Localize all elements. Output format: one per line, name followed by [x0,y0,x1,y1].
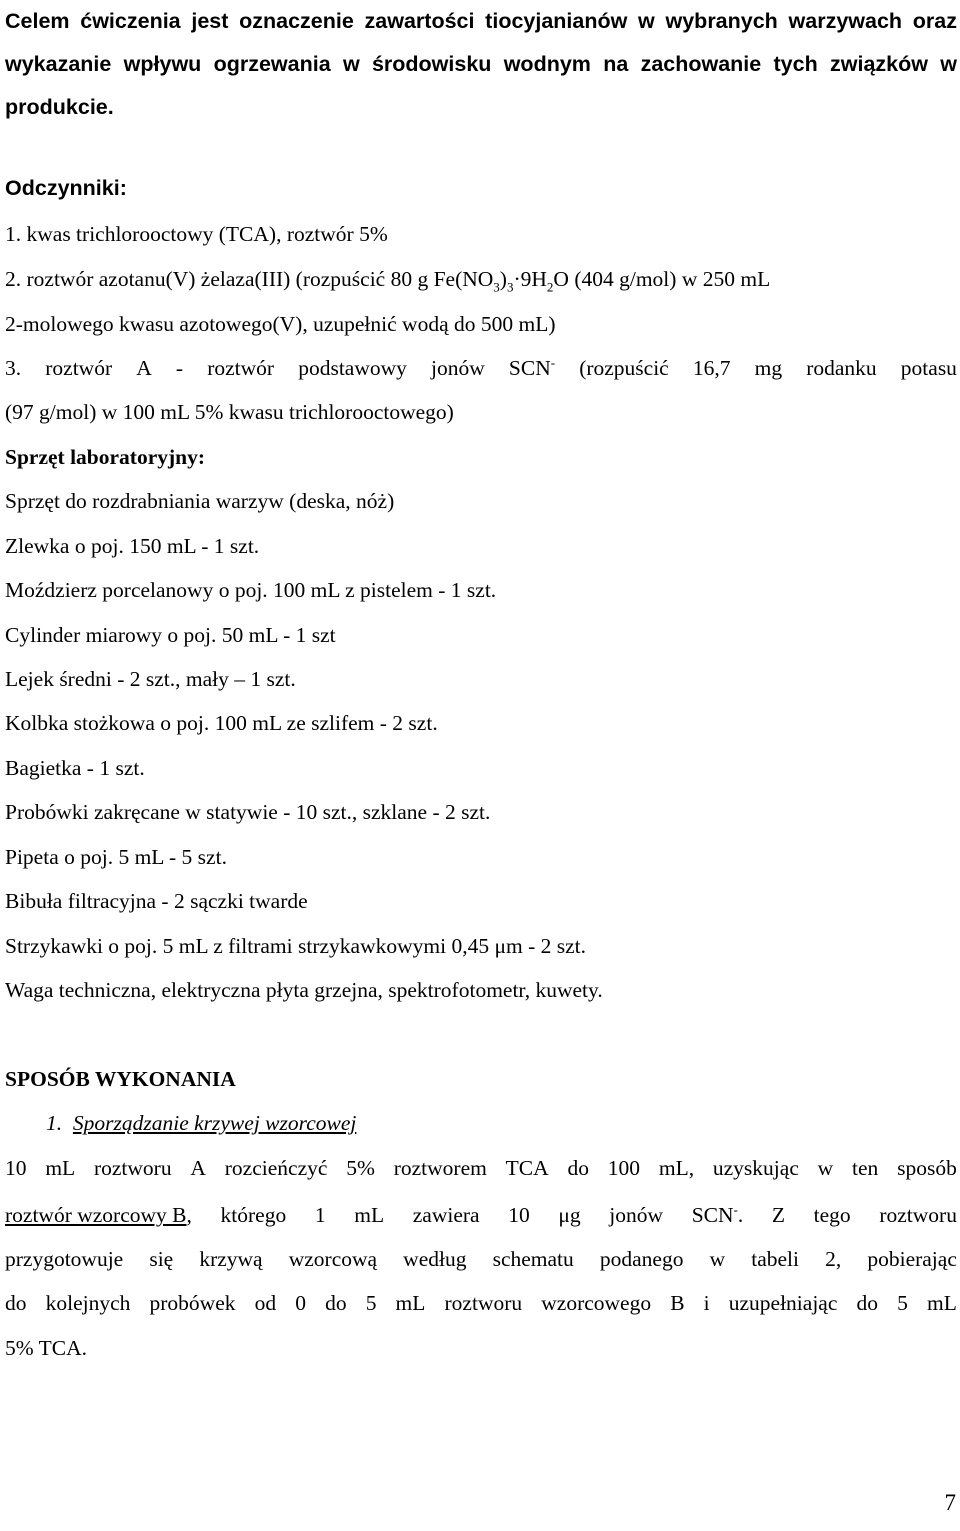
equipment-item: Bagietka - 1 szt. [5,756,145,780]
reagents-heading: Odczynniki: [5,176,127,200]
method-paragraph-line-3: przygotowuje się krzywą wzorcową według schematu podanego w tabeli 2, pobierając [5,1247,957,1271]
method-heading: SPOSÓB WYKONANIA [5,1067,236,1091]
reagent-item-2: 2. roztwór azotanu(V) żelaza(III) (rozpuścić 80 g $Fe(NO_3)_3\cdot 9H_2O$ (404 g/mol) w 250 mL [5,267,771,295]
method-paragraph-line-5: 5% TCA. [5,1336,88,1360]
page-number: 7 [944,1490,956,1515]
equipment-item: Sprzęt do rozdrabniania warzyw (deska, nóż) [5,489,395,513]
equipment-item: Waga techniczna, elektryczna płyta grzejna, spektrofotometr, kuwety. [5,978,603,1002]
reagent-item-3-cont: (97 g/mol) w 100 mL 5% kwasu trichlorooctowego) [5,400,454,424]
method-step-1: 1. Sporządzanie krzywej wzorcowej [46,1111,357,1135]
reagent-item-1: 1. kwas trichlorooctowy (TCA), roztwór 5% [5,222,388,246]
reagent-item-3: 3. roztwór A - roztwór podstawowy jonów SCN- (rozpuścić 16,7 mg rodanku potasu [5,353,957,383]
equipment-item: Bibuła filtracyjna - 2 sączki twarde [5,889,308,913]
method-paragraph-line-2: roztwór wzorcowy B, którego 1 mL zawiera 10 μg jonów SCN-. Z tego roztworu [5,1200,957,1230]
equipment-item: Probówki zakręcane w statywie - 10 szt., szklane - 2 szt. [5,800,491,824]
equipment-item: Lejek średni - 2 szt., mały – 1 szt. [5,667,296,691]
method-paragraph-line-4: do kolejnych probówek od 0 do 5 mL roztworu wzorcowego B i uzupełniając do 5 mL [5,1291,957,1315]
equipment-item: Cylinder miarowy o poj. 50 mL - 1 szt [5,623,336,647]
equipment-item: Kolbka stożkowa o poj. 100 mL ze szlifem - 2 szt. [5,711,438,735]
reagent-item-2-cont: 2-molowego kwasu azotowego(V), uzupełnić wodą do 500 mL) [5,312,556,336]
equipment-item: Strzykawki o poj. 5 mL z filtrami strzykawkowymi 0,45 μm - 2 szt. [5,934,586,958]
equipment-item: Moździerz porcelanowy o poj. 100 mL z pistelem - 1 szt. [5,578,497,602]
equipment-item: Zlewka o poj. 150 mL - 1 szt. [5,534,260,558]
equipment-item: Pipeta o poj. 5 mL - 5 szt. [5,845,227,869]
intro-paragraph: Celem ćwiczenia jest oznaczenie zawartości tiocyjanianów w wybranych warzywach oraz wykazanie wpływu ogrzewania w środowisku wodnym na zachowanie tych związków w produkcie. [5,9,957,119]
scn-ion: SCN-. [691,1201,744,1227]
method-paragraph-line-1: 10 mL roztworu A rozcieńczyć 5% roztworem TCA do 100 mL, uzyskując w ten sposób [5,1156,957,1180]
scn-ion: SCN- [508,354,556,380]
equipment-heading: Sprzęt laboratoryjny: [5,445,206,469]
